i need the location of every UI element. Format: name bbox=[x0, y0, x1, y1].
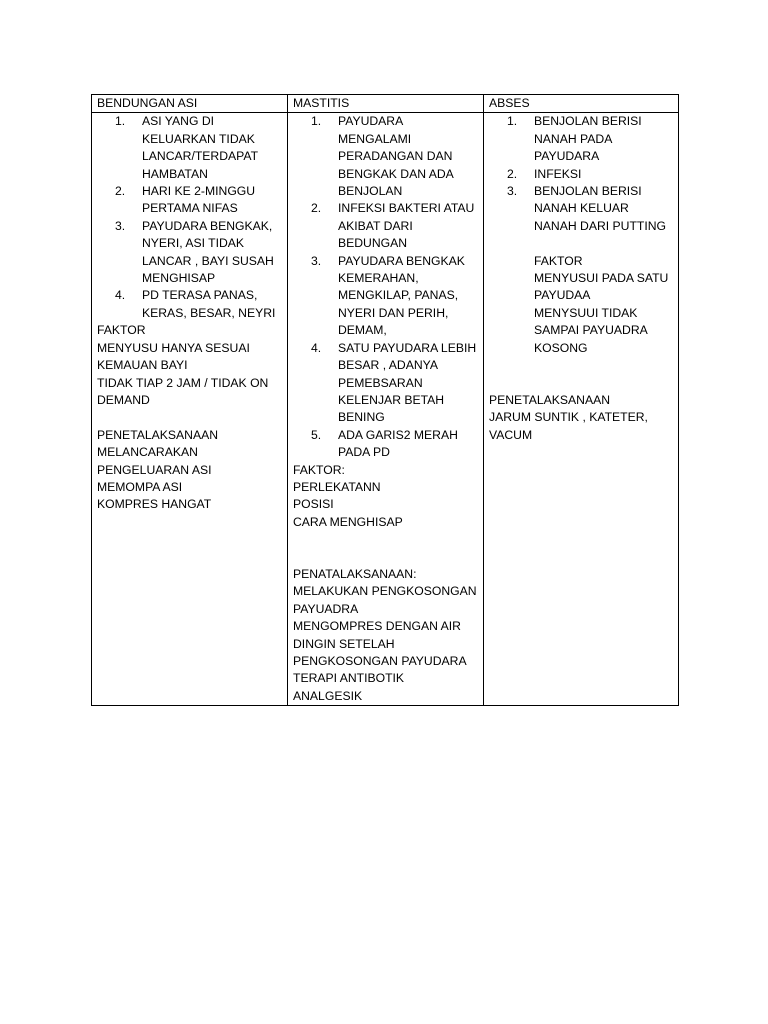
faktor-heading: FAKTOR bbox=[534, 253, 583, 268]
paragraph-line: TERAPI ANTIBOTIK bbox=[293, 671, 405, 686]
list-number: 1. bbox=[311, 114, 322, 129]
paragraph-line: MENYSUUI TIDAK SAMPAI PAYUADRA KOSONG bbox=[534, 305, 648, 355]
paragraph-line: TIDAK TIAP 2 JAM / TIDAK ON DEMAND bbox=[97, 375, 269, 407]
header-bendungan-asi: BENDUNGAN ASI bbox=[92, 95, 288, 113]
penatalaksanaan-heading: PENETALAKSANAAN bbox=[97, 427, 219, 442]
list-text: PAYUDARA BENGKAK KEMERAHAN, MENGKILAP, PANAS, NYERI DAN PERIH, DEMAM, bbox=[338, 253, 465, 338]
paragraph-line: MENGOMPRES DENGAN AIR DINGIN SETELAH PENGKOSONGAN PAYUDARA bbox=[293, 619, 467, 668]
list-item bbox=[489, 113, 674, 165]
list-item bbox=[489, 166, 674, 183]
list-text: ADA GARIS2 MERAH PADA PD bbox=[338, 427, 458, 460]
blank-line bbox=[534, 235, 674, 252]
symptom-list bbox=[489, 113, 674, 235]
cell-abses bbox=[484, 113, 679, 706]
list-number: 2. bbox=[311, 201, 322, 216]
header-row bbox=[92, 95, 679, 113]
list-item bbox=[489, 183, 674, 235]
paragraph-line: MELANCARAKAN PENGELUARAN ASI bbox=[97, 445, 212, 477]
list-item bbox=[293, 253, 479, 340]
header-mastitis: MASTITIS bbox=[288, 95, 484, 113]
faktor-heading: FAKTOR: bbox=[293, 462, 345, 477]
paragraph-line: ANALGESIK bbox=[293, 688, 363, 703]
paragraph-line: MENYUSU HANYA SESUAI KEMAUAN BAYI bbox=[97, 340, 250, 373]
list-text: HARI KE 2-MINGGU PERTAMA NIFAS bbox=[142, 184, 256, 216]
list-number: 5. bbox=[311, 427, 322, 442]
list-number: 3. bbox=[507, 184, 518, 199]
body-row bbox=[92, 113, 679, 706]
list-number: 2. bbox=[507, 166, 518, 181]
list-item bbox=[97, 113, 283, 183]
list-number: 4. bbox=[115, 288, 126, 303]
blank-line bbox=[293, 549, 479, 566]
paragraph-line: MELAKUKAN PENGKOSONGAN PAYUADRA bbox=[293, 584, 477, 616]
list-text: PAYUDARA BENGKAK, NYERI, ASI TIDAK LANCAR , BAYI SUSAH MENGHISAP bbox=[142, 218, 274, 286]
list-item bbox=[293, 113, 479, 200]
blank-line bbox=[97, 409, 283, 426]
paragraph-line: MEMOMPA ASI bbox=[97, 479, 183, 494]
list-text: BENJOLAN BERISI NANAH PADA PAYUDARA bbox=[534, 114, 642, 164]
list-text: PD TERASA PANAS, KERAS, BESAR, NEYRI bbox=[142, 288, 276, 320]
blank-line bbox=[293, 531, 479, 548]
list-number: 3. bbox=[311, 253, 322, 268]
faktor-block bbox=[489, 235, 674, 357]
paragraph-line: CARA MENGHISAP bbox=[293, 514, 403, 529]
paragraph-line: POSISI bbox=[293, 497, 334, 512]
list-item bbox=[97, 218, 283, 288]
faktor-heading: FAKTOR bbox=[97, 323, 146, 338]
list-number: 4. bbox=[311, 340, 322, 355]
cell-mastitis bbox=[288, 113, 484, 706]
paragraph-line: KOMPRES HANGAT bbox=[97, 497, 212, 512]
symptom-list bbox=[293, 113, 479, 461]
list-item bbox=[97, 287, 283, 322]
list-text: INFEKSI bbox=[534, 166, 582, 181]
list-item bbox=[97, 183, 283, 218]
cell-bendungan-asi bbox=[92, 113, 288, 706]
list-number: 1. bbox=[507, 114, 518, 129]
list-text: PAYUDARA MENGALAMI PERADANGAN DAN BENGKAK DAN ADA BENJOLAN bbox=[338, 114, 454, 199]
penatalaksanaan-heading: PENATALAKSANAAN: bbox=[293, 566, 417, 581]
blank-line bbox=[489, 374, 674, 391]
list-text: ASI YANG DI KELUARKAN TIDAK LANCAR/TERDAPAT HAMBATAN bbox=[142, 114, 258, 181]
list-text: SATU PAYUDARA LEBIH BESAR , ADANYA PEMEBSARAN KELENJAR BETAH BENING bbox=[338, 340, 477, 425]
paragraph-line: PERLEKATANN bbox=[293, 479, 381, 494]
list-text: INFEKSI BAKTERI ATAU AKIBAT DARI BEDUNGAN bbox=[338, 201, 475, 251]
penatalaksanaan-heading: PENETALAKSANAAN bbox=[489, 392, 611, 407]
list-item bbox=[293, 340, 479, 427]
list-number: 3. bbox=[115, 218, 126, 233]
symptom-list bbox=[97, 113, 283, 322]
list-item bbox=[293, 200, 479, 252]
list-number: 2. bbox=[115, 184, 126, 199]
list-text: BENJOLAN BERISI NANAH KELUAR NANAH DARI PUTTING bbox=[534, 184, 667, 233]
list-item bbox=[293, 427, 479, 462]
paragraph-line: JARUM SUNTIK , KATETER, VACUM bbox=[489, 410, 648, 442]
comparison-table bbox=[91, 94, 679, 706]
header-abses: ABSES bbox=[484, 95, 679, 113]
paragraph-line: MENYUSUI PADA SATU PAYUDAA bbox=[534, 271, 669, 303]
list-number: 1. bbox=[115, 114, 126, 129]
blank-line bbox=[489, 357, 674, 374]
